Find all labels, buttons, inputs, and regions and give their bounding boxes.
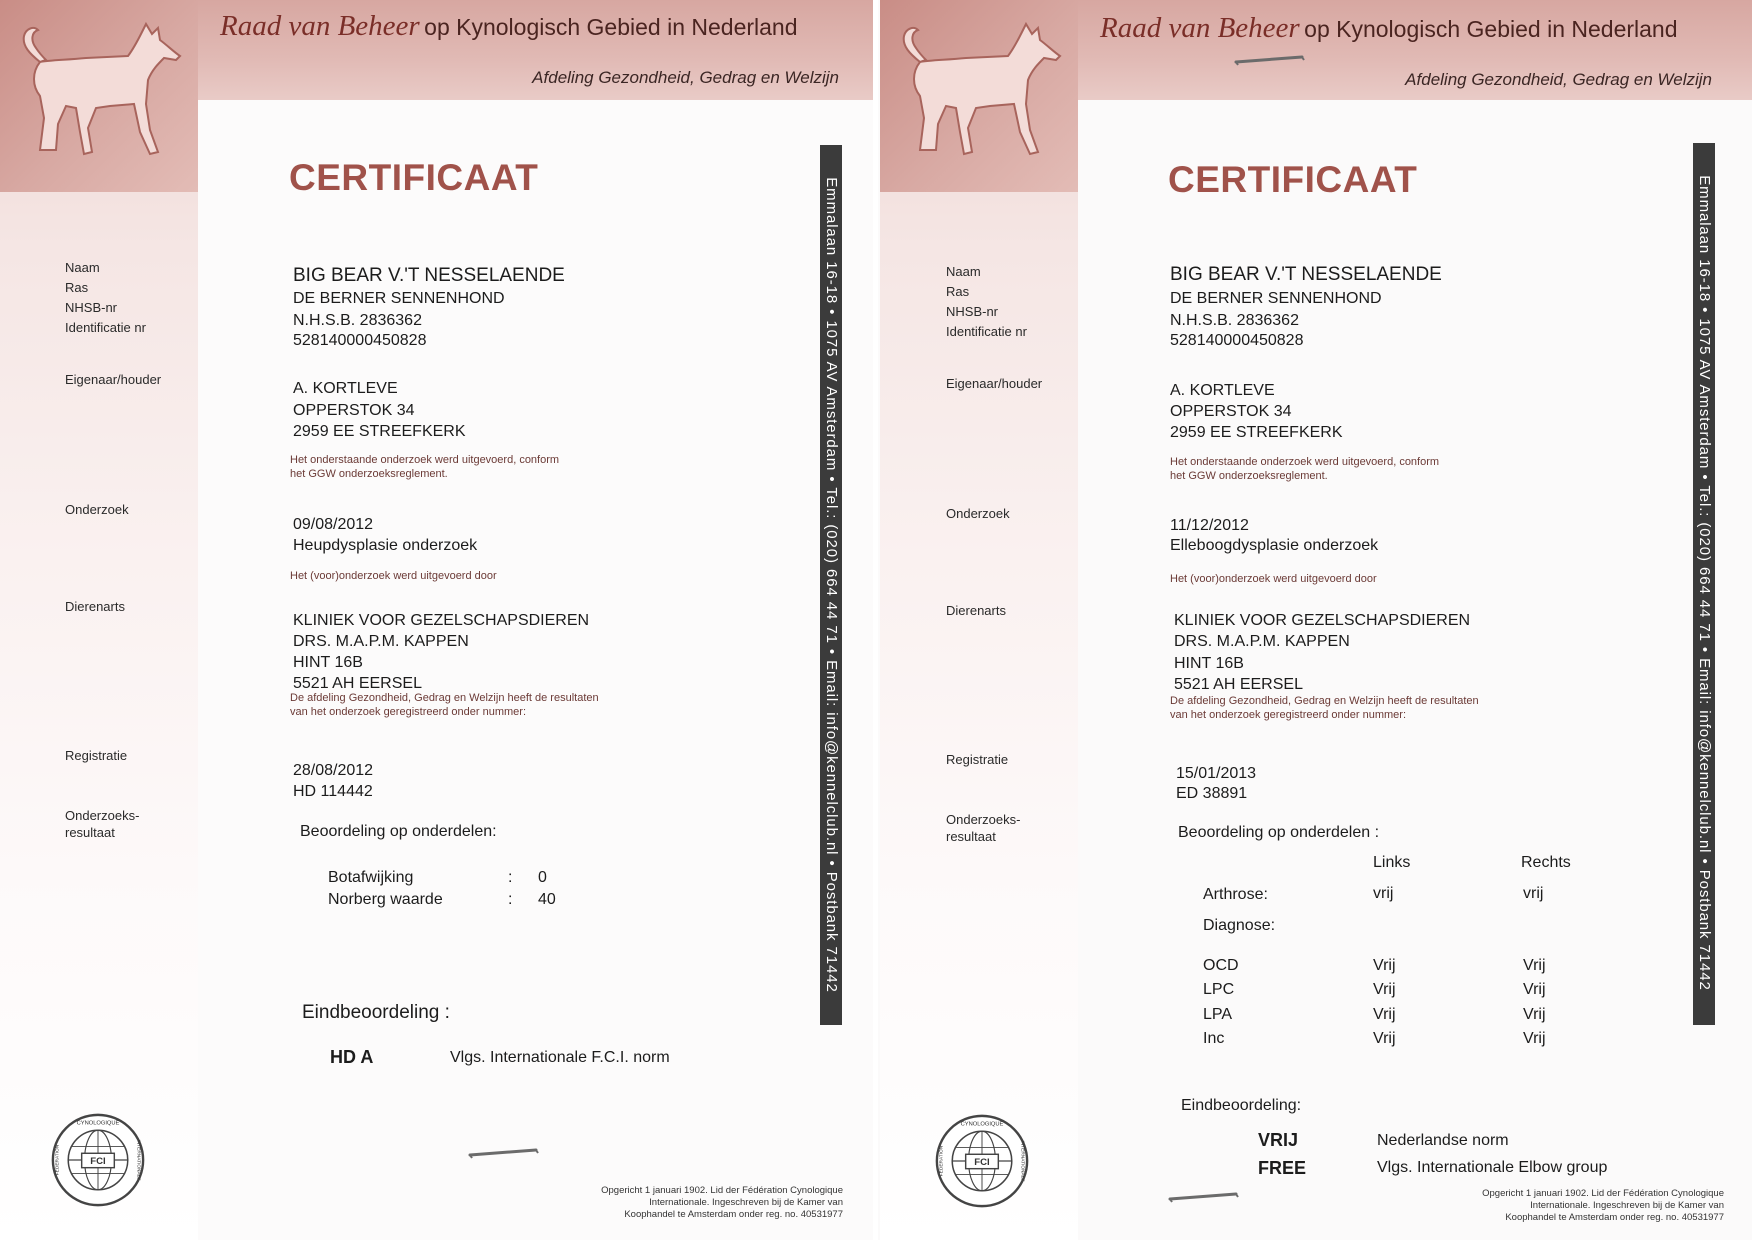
diagnosis-left: Vrij bbox=[1373, 981, 1396, 998]
part-value: 40 bbox=[538, 891, 556, 908]
footer bbox=[1482, 1188, 1724, 1224]
note-vet: Het (voor)onderzoek werd uitgevoerd door bbox=[290, 570, 497, 582]
vet-clinic: KLINIEK VOOR GEZELSCHAPSDIEREN bbox=[293, 612, 590, 629]
breed: DE BERNER SENNENHOND bbox=[293, 290, 505, 307]
address-strip bbox=[820, 145, 842, 1025]
dog-logo-panel bbox=[880, 0, 1078, 192]
owner-name: A. KORTLEVE bbox=[1170, 382, 1275, 399]
fci-logo-left-text: FEDERATION bbox=[939, 1145, 945, 1177]
footer-line: Opgericht 1 januari 1902. Lid der Fédération Cynologique bbox=[1482, 1188, 1724, 1199]
label-registratie: Registratie bbox=[946, 752, 1009, 767]
dog-name: BIG BEAR V.'T NESSELAENDE bbox=[293, 265, 565, 286]
final-result: FREE bbox=[1258, 1158, 1307, 1178]
label-ras: Ras bbox=[65, 280, 89, 295]
department-name: Afdeling Gezondheid, Gedrag en Welzijn bbox=[1405, 70, 1712, 89]
certificate-elbow bbox=[878, 0, 1752, 1240]
vet-city: 5521 AH EERSEL bbox=[293, 675, 422, 692]
final-norm: Vlgs. Internationale Elbow group bbox=[1377, 1159, 1608, 1176]
vet-clinic: KLINIEK VOOR GEZELSCHAPSDIEREN bbox=[1174, 612, 1471, 629]
registration-number: HD 114442 bbox=[293, 783, 373, 800]
address-strip bbox=[1693, 143, 1715, 1025]
identification-number: 528140000450828 bbox=[1170, 332, 1304, 349]
certificate-hip bbox=[0, 0, 873, 1240]
exam-date: 11/12/2012 bbox=[1170, 517, 1249, 534]
note-reg-line-1: De afdeling Gezondheid, Gedrag en Welzijn heeft de resultaten bbox=[290, 692, 599, 704]
final-heading: Eindbeoordeling : bbox=[302, 1002, 450, 1023]
label-nhsb: NHSB-nr bbox=[65, 300, 118, 315]
diagnosis-right: Vrij bbox=[1523, 1030, 1546, 1047]
address-text: Emmalaan 16-18 • 1075 AV Amsterdam • Tel.: (020) 664 44 71 • Email: info@kennelclub.nl • Postbank 71442 bbox=[823, 177, 840, 993]
fci-logo-right-text: INTERNATIONALE bbox=[135, 1139, 141, 1181]
part-sep: : bbox=[508, 869, 513, 886]
fci-logo-icon bbox=[934, 1113, 1030, 1209]
brand-name bbox=[220, 10, 798, 43]
label-resultaat-1: Onderzoeks- bbox=[65, 808, 140, 823]
fci-logo-icon bbox=[50, 1112, 146, 1208]
diagnosis-right: Vrij bbox=[1523, 1006, 1546, 1023]
exam-type: Elleboogdysplasie onderzoek bbox=[1170, 537, 1379, 554]
arthrose-label: Arthrose: bbox=[1203, 886, 1268, 903]
identification-number: 528140000450828 bbox=[293, 332, 427, 349]
final-norm: Vlgs. Internationale F.C.I. norm bbox=[450, 1049, 670, 1066]
fci-logo-right-text: INTERNATIONALE bbox=[1019, 1140, 1025, 1182]
diagnosis-left: Vrij bbox=[1373, 957, 1396, 974]
arthrose-right: vrij bbox=[1523, 885, 1544, 902]
label-dierenarts: Dierenarts bbox=[65, 599, 125, 614]
note-reg-line-2: van het onderzoek geregistreerd onder nummer: bbox=[290, 706, 527, 718]
diagnosis-right: Vrij bbox=[1523, 957, 1546, 974]
vet-city: 5521 AH EERSEL bbox=[1174, 676, 1303, 693]
final-norm: Nederlandse norm bbox=[1377, 1132, 1509, 1149]
page-title: CERTIFICAAT bbox=[289, 157, 539, 198]
nhsb-number: N.H.S.B. 2836362 bbox=[293, 312, 422, 329]
label-registratie: Registratie bbox=[65, 748, 128, 763]
breed: DE BERNER SENNENHOND bbox=[1170, 290, 1382, 307]
label-dierenarts: Dierenarts bbox=[946, 603, 1006, 618]
label-nhsb: NHSB-nr bbox=[946, 304, 999, 319]
label-onderzoek: Onderzoek bbox=[946, 506, 1010, 521]
diagnosis-name: LPA bbox=[1203, 1006, 1233, 1023]
department-name: Afdeling Gezondheid, Gedrag en Welzijn bbox=[532, 68, 839, 87]
note-reg-line-2: van het onderzoek geregistreerd onder nummer: bbox=[1170, 709, 1407, 721]
fci-logo-center-text: FCI bbox=[90, 1155, 106, 1167]
vet-name: DRS. M.A.P.M. KAPPEN bbox=[1174, 633, 1350, 650]
final-heading: Eindbeoordeling: bbox=[1181, 1097, 1302, 1114]
note-vet: Het (voor)onderzoek werd uitgevoerd door bbox=[1170, 573, 1377, 585]
part-name: Norberg waarde bbox=[328, 891, 443, 908]
owner-city: 2959 EE STREEFKERK bbox=[293, 423, 466, 440]
dog-logo-panel bbox=[0, 0, 198, 192]
part-name: Botafwijking bbox=[328, 869, 414, 886]
footer-line: Koophandel te Amsterdam onder reg. no. 40531977 bbox=[624, 1209, 843, 1220]
final-result: VRIJ bbox=[1258, 1130, 1299, 1150]
label-resultaat-2: resultaat bbox=[946, 829, 996, 844]
fci-logo-top-text: CYNOLOGIQUE bbox=[960, 1121, 1004, 1128]
registration-date: 28/08/2012 bbox=[293, 762, 374, 779]
owner-city: 2959 EE STREEFKERK bbox=[1170, 424, 1343, 441]
registration-number: ED 38891 bbox=[1176, 785, 1248, 802]
brand-name-italic: Raad van Beheer bbox=[220, 10, 420, 42]
vet-street: HINT 16B bbox=[1174, 655, 1244, 672]
diagnosis-left: Vrij bbox=[1373, 1030, 1396, 1047]
label-naam: Naam bbox=[65, 260, 100, 275]
dog-name: BIG BEAR V.'T NESSELAENDE bbox=[1170, 264, 1442, 285]
exam-date: 09/08/2012 bbox=[293, 516, 374, 533]
label-identificatie: Identificatie nr bbox=[65, 320, 146, 335]
exam-type: Heupdysplasie onderzoek bbox=[293, 537, 478, 554]
page-title: CERTIFICAAT bbox=[1168, 159, 1418, 200]
dog-silhouette-icon bbox=[880, 0, 1078, 192]
diagnosis-name: LPC bbox=[1203, 981, 1235, 998]
diagnosis-name: OCD bbox=[1203, 957, 1239, 974]
note-exam-line-1: Het onderstaande onderzoek werd uitgevoerd, conform bbox=[1170, 456, 1440, 468]
diagnosis-name: Inc bbox=[1203, 1030, 1225, 1047]
label-ras: Ras bbox=[946, 284, 970, 299]
fci-logo-center-text: FCI bbox=[974, 1156, 990, 1168]
vet-street: HINT 16B bbox=[293, 654, 363, 671]
staple bbox=[1234, 54, 1306, 66]
note-exam-line-1: Het onderstaande onderzoek werd uitgevoerd, conform bbox=[290, 454, 560, 466]
footer-line: Koophandel te Amsterdam onder reg. no. 40531977 bbox=[1505, 1212, 1724, 1223]
label-onderzoek: Onderzoek bbox=[65, 502, 129, 517]
owner-street: OPPERSTOK 34 bbox=[1170, 403, 1292, 420]
label-resultaat-2: resultaat bbox=[65, 825, 115, 840]
brand-name bbox=[1100, 12, 1678, 45]
vet-name: DRS. M.A.P.M. KAPPEN bbox=[293, 633, 469, 650]
fci-logo-left-text: FEDERATION bbox=[55, 1144, 61, 1176]
column-rechts: Rechts bbox=[1521, 854, 1571, 871]
part-value: 0 bbox=[538, 869, 547, 886]
part-sep: : bbox=[508, 891, 513, 908]
arthrose-left: vrij bbox=[1373, 885, 1394, 902]
note-exam-line-2: het GGW onderzoeksreglement. bbox=[1170, 470, 1328, 482]
brand-name-rest: op Kynologisch Gebied in Nederland bbox=[424, 14, 798, 40]
diagnose-heading: Diagnose: bbox=[1203, 917, 1276, 934]
label-resultaat-1: Onderzoeks- bbox=[946, 812, 1021, 827]
fci-logo-top-text: CYNOLOGIQUE bbox=[76, 1120, 120, 1127]
diagnosis-right: Vrij bbox=[1523, 981, 1546, 998]
brand-name-rest: op Kynologisch Gebied in Nederland bbox=[1304, 16, 1678, 42]
footer-line: Opgericht 1 januari 1902. Lid der Fédération Cynologique bbox=[601, 1185, 843, 1196]
owner-name: A. KORTLEVE bbox=[293, 380, 398, 397]
dog-silhouette-icon bbox=[0, 0, 198, 192]
final-result: HD A bbox=[330, 1047, 374, 1067]
note-reg-line-1: De afdeling Gezondheid, Gedrag en Welzijn heeft de resultaten bbox=[1170, 695, 1479, 707]
note-exam-line-2: het GGW onderzoeksreglement. bbox=[290, 468, 448, 480]
registration-date: 15/01/2013 bbox=[1176, 765, 1257, 782]
footer-line: Internationale. Ingeschreven bij de Kamer van bbox=[1530, 1200, 1724, 1211]
label-naam: Naam bbox=[946, 264, 981, 279]
staple bbox=[1168, 1191, 1240, 1203]
label-identificatie: Identificatie nr bbox=[946, 324, 1027, 339]
footer-line: Internationale. Ingeschreven bij de Kamer van bbox=[649, 1197, 843, 1208]
owner-street: OPPERSTOK 34 bbox=[293, 402, 415, 419]
footer bbox=[601, 1185, 843, 1221]
column-links: Links bbox=[1373, 854, 1411, 871]
diagnosis-left: Vrij bbox=[1373, 1006, 1396, 1023]
assessment-heading: Beoordeling op onderdelen: bbox=[300, 823, 497, 840]
nhsb-number: N.H.S.B. 2836362 bbox=[1170, 312, 1299, 329]
label-eigenaar: Eigenaar/houder bbox=[65, 372, 162, 387]
staple bbox=[468, 1147, 540, 1159]
brand-name-italic: Raad van Beheer bbox=[1100, 12, 1300, 44]
address-text: Emmalaan 16-18 • 1075 AV Amsterdam • Tel.: (020) 664 44 71 • Email: info@kennelclub.nl • Postbank 71442 bbox=[1696, 175, 1713, 991]
label-eigenaar: Eigenaar/houder bbox=[946, 376, 1043, 391]
assessment-heading: Beoordeling op onderdelen : bbox=[1178, 824, 1380, 841]
